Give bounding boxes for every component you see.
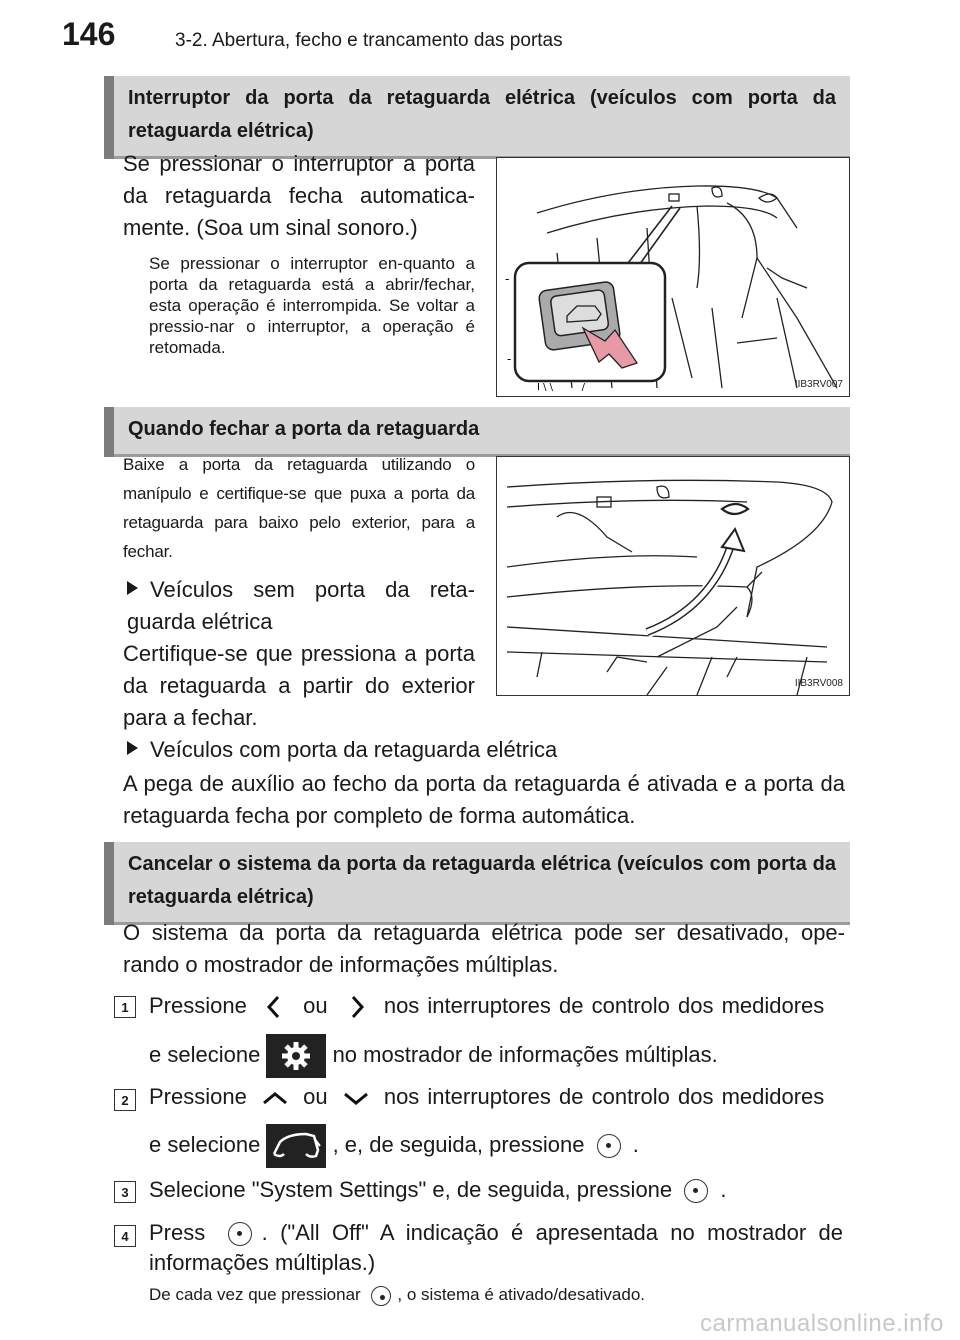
back-door-handle-illustration [497,457,850,696]
step-number: 3 [114,1181,136,1203]
heading-closing-back-door: Quando fechar a porta da retaguarda [104,407,850,457]
step-1-line-2: e selecione no mostrador de informações múltiplas. [149,1034,843,1078]
chevron-up-icon [255,1083,295,1113]
sec2-text: Baixe a porta da retaguarda utilizando o manípulo e certifique-se que puxa a porta da retaguarda para baixo pelo exterior, para a fechar. [123,455,475,561]
step-2-line-2: e selecione , e, de seguida, pressione . [149,1124,843,1168]
bullet1-text: Certifique-se que pressiona a porta da retaguarda a partir do exterior para a fechar. [123,641,475,730]
bullet-label: Veículos com porta da retaguarda elétrica [150,737,558,762]
page-number: 146 [62,16,116,52]
back-door-switch-illustration [497,158,850,397]
figure-code: IIB3RV007 [794,379,843,390]
sec1-note: Se pressionar o interruptor en-quanto a porta da retaguarda está a abrir/fechar, esta operação é interrompida. Se voltar a pressio-nar o interruptor, a operação é retomada. [149,254,475,357]
step-number: 4 [114,1225,136,1247]
enter-button-icon [597,1134,621,1158]
bullet-power-door [127,734,847,766]
step-1-line-1: Pressione ou nos interruptores de controlo dos medidores [149,991,843,1022]
step-4-note: De cada vez que pressionar , o sistema é ativado/desativado. [149,1285,646,1304]
sec3-text: O sistema da porta da retaguarda elétrica pode ser desativado, ope-rando o mostrador de informações múltiplas. [123,920,845,977]
chevron-left-icon [255,992,295,1022]
svg-text:I \ \ /: I \ \ / [537,382,586,393]
svg-text:-: - [507,352,512,366]
svg-text:-: - [505,272,510,286]
heading-power-door-switch: Interruptor da porta da retaguarda elétrica (veículos com porta da retaguarda elétrica) [104,76,850,159]
bullet-label: Veículos sem porta da reta-guarda elétrica [127,577,475,634]
enter-button-icon [684,1179,708,1203]
bullet-triangle-icon [127,581,138,595]
chevron-down-icon [336,1083,376,1113]
car-back-door-icon [266,1124,326,1168]
bullet2-text: A pega de auxílio ao fecho da porta da retaguarda é ativada e a porta da retaguarda fecha por completo de forma automática. [123,771,845,828]
enter-button-icon [228,1222,252,1246]
bullet-triangle-icon [127,741,138,755]
heading-cancel-power-door: Cancelar o sistema da porta da retaguarda elétrica (veículos com porta da retaguarda elétrica) [104,842,850,925]
step-4-line: Press . ("All Off" A indicação é apresentada no mostrador de informações múltiplas.) [149,1220,843,1275]
step-number: 2 [114,1089,136,1111]
bullet-no-power-door [127,574,475,638]
figure-code: IIB3RV008 [794,678,843,689]
enter-button-icon [371,1286,391,1306]
watermark: carmanualsonline.info [700,1310,944,1337]
section-title: 3-2. Abertura, fecho e trancamento das portas [175,30,563,51]
step-2-line-1: Pressione ou nos interruptores de controlo dos medidores [149,1082,843,1113]
figure-closing-back-door [496,456,850,696]
gear-icon [266,1034,326,1078]
step-number: 1 [114,996,136,1018]
sec1-text: Se pressionar o interruptor a porta da retaguarda fecha automatica-mente. (Soa um sinal sonoro.) [123,151,475,240]
figure-power-door-switch [496,157,850,397]
chevron-right-icon [336,992,376,1022]
step-3-line: Selecione "System Settings" e, de seguida, pressione . [149,1177,727,1202]
